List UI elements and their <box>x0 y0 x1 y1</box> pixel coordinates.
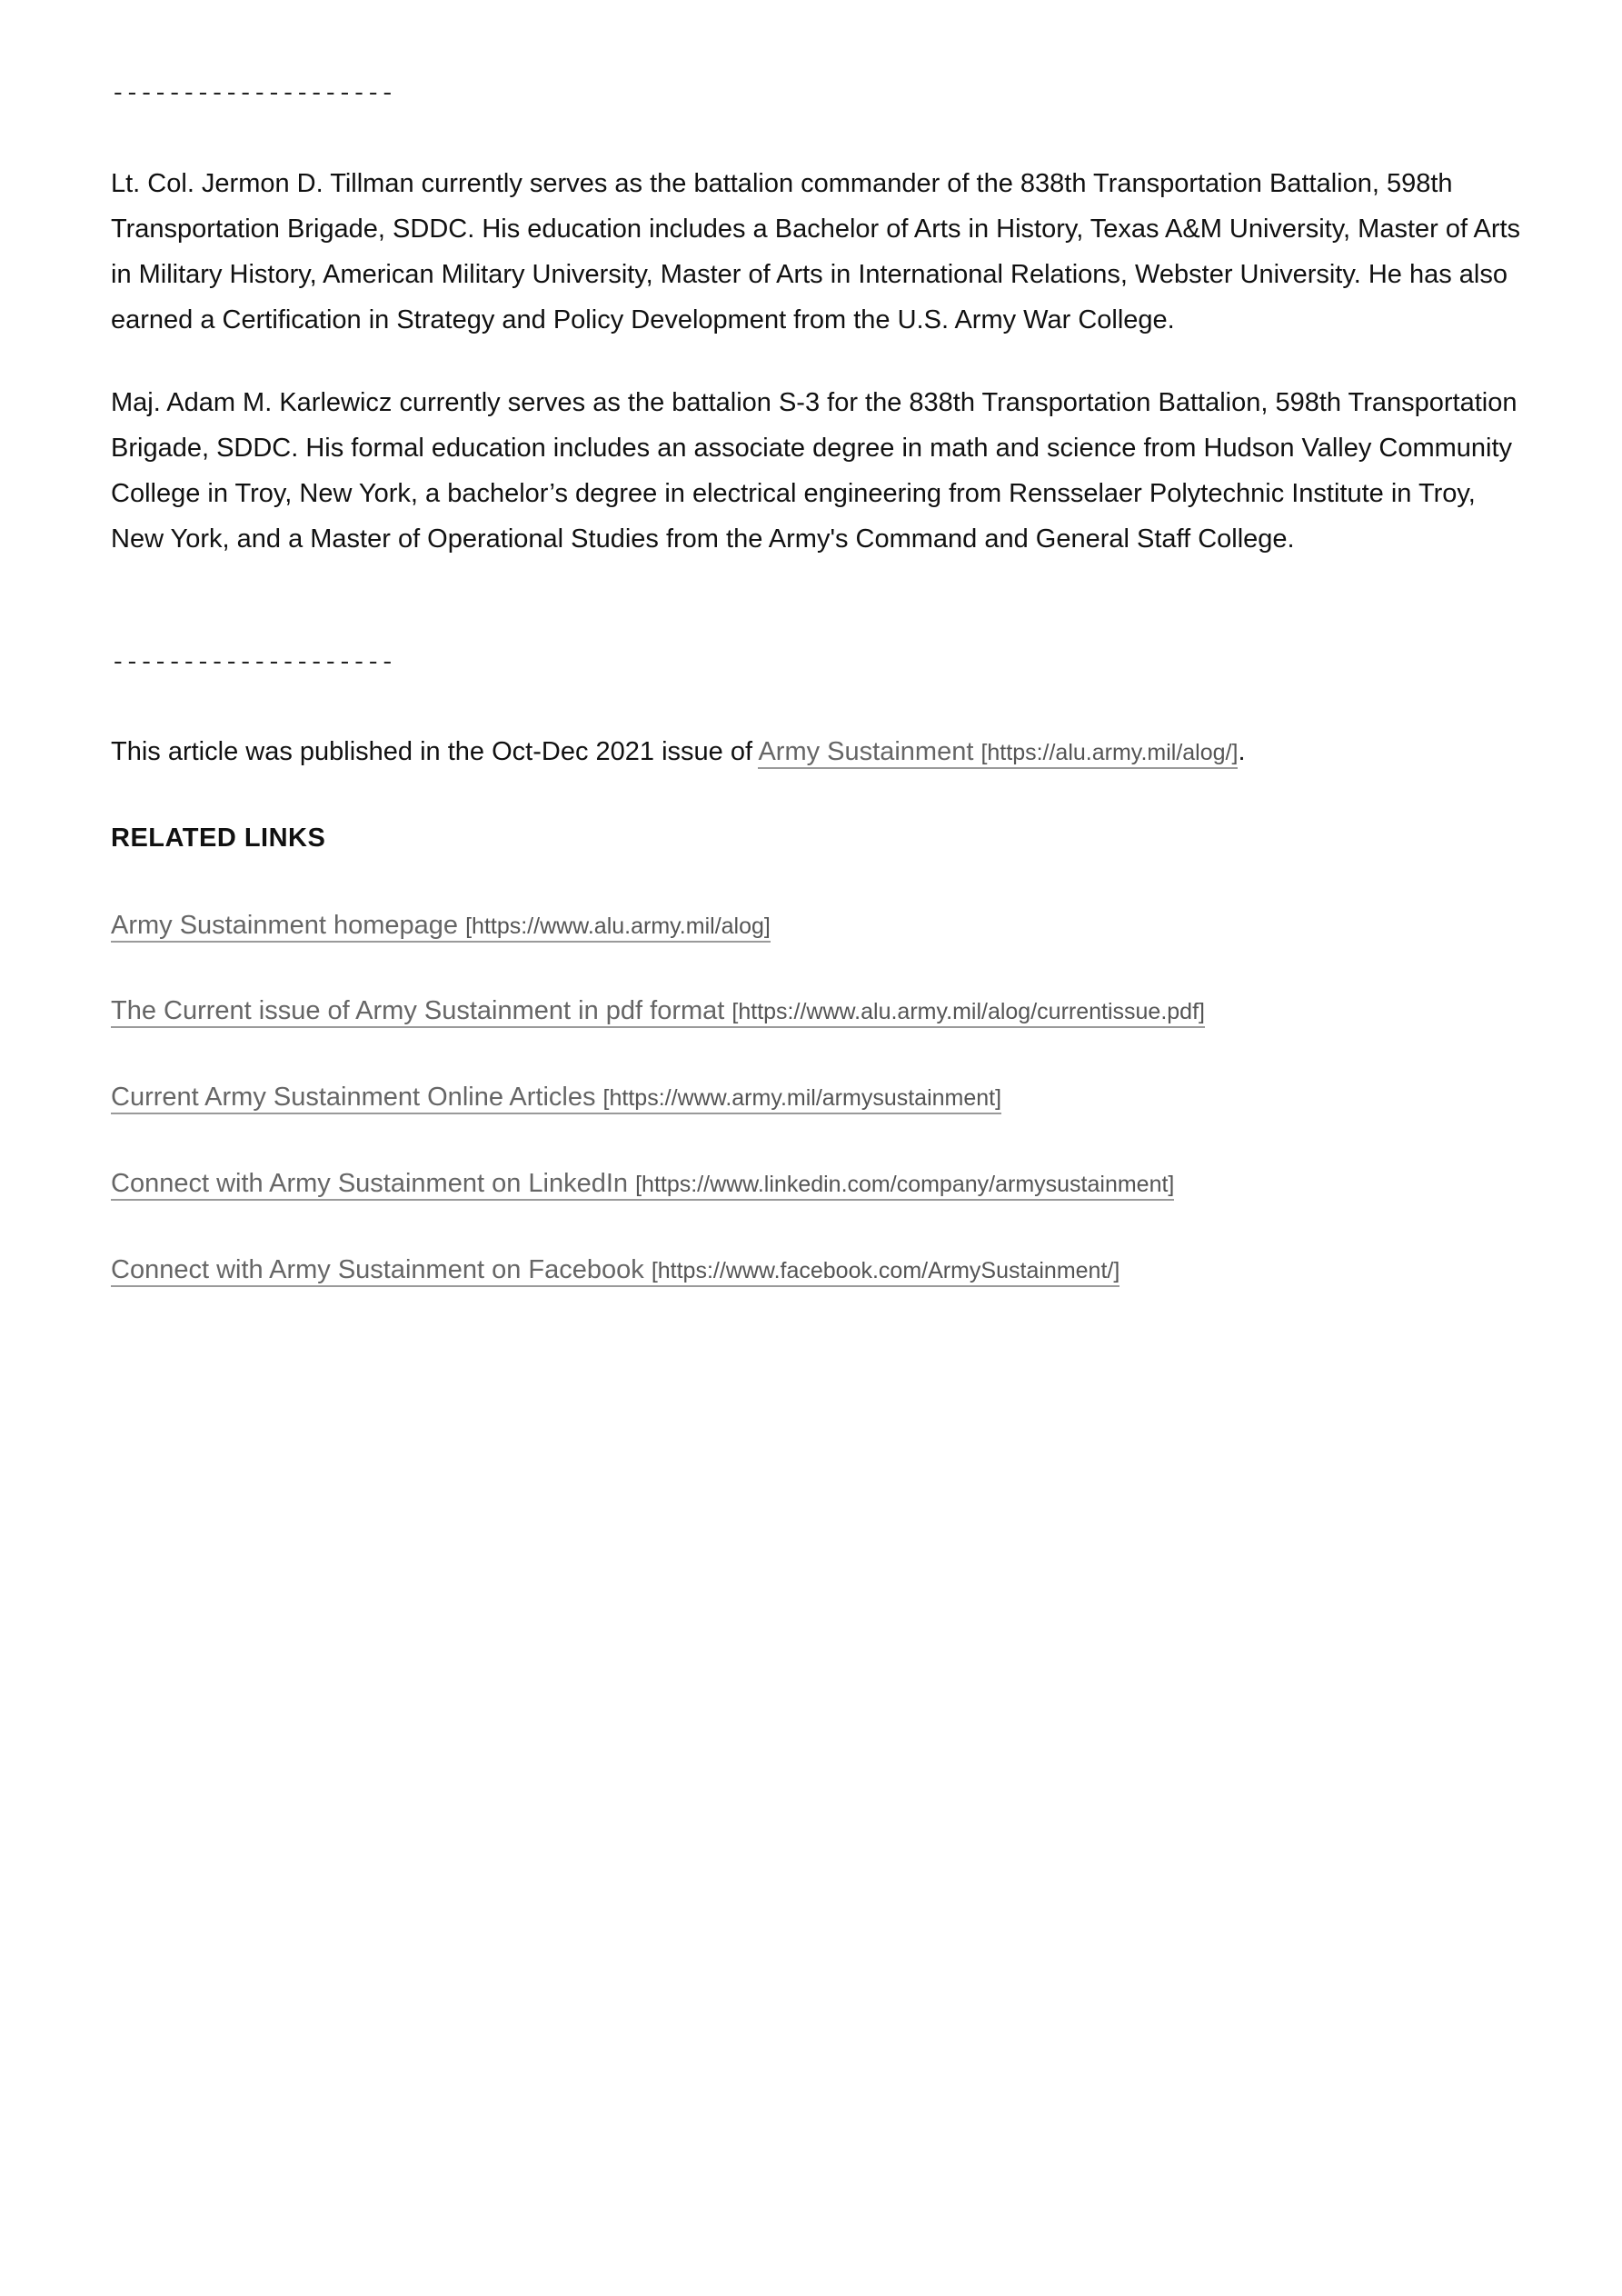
related-link-text: Connect with Army Sustainment on LinkedIn <box>111 1169 629 1198</box>
army-sustainment-link-url: [https://alu.army.mil/alog/] <box>980 740 1239 765</box>
army-sustainment-link-text: Army Sustainment <box>758 737 974 766</box>
related-link-url: [https://www.army.mil/armysustainment] <box>602 1085 1002 1111</box>
bio-tillman: Lt. Col. Jermon D. Tillman currently serves as the battalion commander of the 838th Transportation Battalion, 598th Transportation Brigade, SDDC. His education includes a Bachelor of Arts in History, Texas A&M University, Master of Arts in Military History, American Military University, Master of Arts in International Relations, Webster University. He has also earned a Certification in Strategy and Policy Development from the U.S. Army War College. <box>111 169 1521 334</box>
related-link-current-issue-anchor[interactable] <box>111 996 1205 1028</box>
related-links-heading: RELATED LINKS <box>111 824 326 853</box>
publication-suffix: . <box>1238 737 1246 766</box>
related-link-facebook-anchor[interactable] <box>111 1255 1119 1287</box>
related-link-text: Connect with Army Sustainment on Facebook <box>111 1255 644 1284</box>
bio-karlewicz: Maj. Adam M. Karlewicz currently serves as the battalion S-3 for the 838th Transportation Battalion, 598th Transportation Brigade, SDDC. His formal education includes an associate degree in math and science from Hudson Valley Community College in Troy, New York, a bachelor’s degree in electrical engineering from Rensselaer Polytechnic Institute in Troy, New York, and a Master of Operational Studies from the Army's Command and General Staff College. <box>111 388 1518 554</box>
related-link-current-issue <box>111 993 1205 1030</box>
related-link-text: Army Sustainment homepage <box>111 911 459 940</box>
related-link-text: Current Army Sustainment Online Articles <box>111 1083 596 1112</box>
related-link-facebook <box>111 1252 1119 1289</box>
divider-bottom: -------------------- <box>111 649 395 676</box>
related-link-url: [https://www.alu.army.mil/alog] <box>465 913 771 939</box>
related-link-url: [https://www.linkedin.com/company/armysustainment] <box>635 1172 1175 1197</box>
publication-note <box>111 729 1528 775</box>
related-link-linkedin-anchor[interactable] <box>111 1169 1174 1201</box>
related-link-homepage <box>111 907 771 944</box>
divider-top: -------------------- <box>111 80 395 107</box>
related-link-url: [https://www.facebook.com/ArmySustainment/] <box>651 1258 1120 1283</box>
publication-prefix: This article was published in the Oct-Dec 2021 issue of <box>111 737 759 766</box>
related-link-online-articles-anchor[interactable] <box>111 1083 1001 1114</box>
related-link-text: The Current issue of Army Sustainment in pdf format <box>111 996 725 1025</box>
related-link-url: [https://www.alu.army.mil/alog/currentissue.pdf] <box>731 999 1205 1024</box>
army-sustainment-link[interactable] <box>758 737 1238 769</box>
related-link-online-articles <box>111 1079 1001 1116</box>
related-link-linkedin <box>111 1165 1174 1203</box>
related-link-homepage-anchor[interactable] <box>111 911 771 943</box>
